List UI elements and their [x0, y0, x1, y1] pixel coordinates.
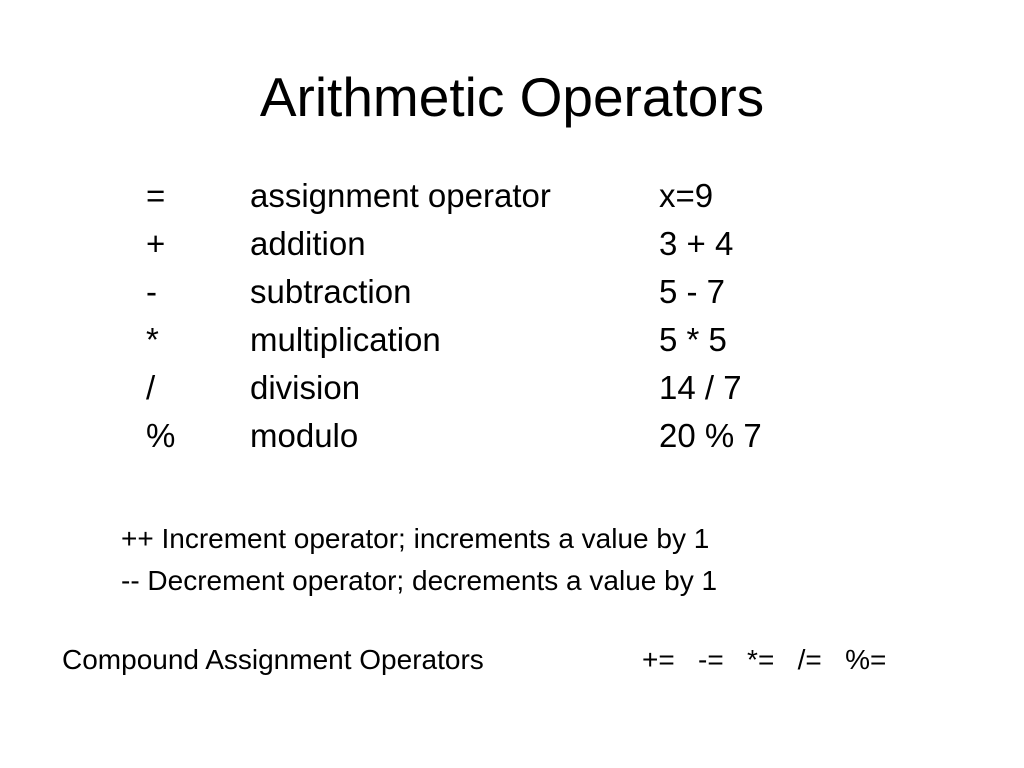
increment-decrement-notes [121, 518, 717, 602]
operator-name: modulo [250, 417, 359, 454]
operator-symbol: + [146, 225, 166, 262]
compound-assignment-operators: += -= *= /= %= [642, 644, 887, 675]
operator-symbol: % [146, 417, 176, 454]
operator-symbol: / [146, 369, 156, 406]
operator-symbol: - [146, 273, 157, 310]
operator-example: 5 - 7 [659, 273, 726, 310]
operator-name: subtraction [250, 273, 412, 310]
operator-symbol: = [146, 177, 166, 214]
operator-name: multiplication [250, 321, 441, 358]
compound-assignment-line [62, 639, 887, 681]
decrement-note: -- Decrement operator; decrements a value by 1 [121, 565, 718, 596]
operator-name: addition [250, 225, 366, 262]
operator-example: 14 / 7 [659, 369, 742, 406]
operator-example: 3 + 4 [659, 225, 734, 262]
compound-assignment-label: Compound Assignment Operators [62, 644, 484, 675]
slide-title: Arithmetic Operators [259, 66, 765, 128]
operator-example: 5 * 5 [659, 321, 727, 358]
operator-name: assignment operator [250, 177, 551, 214]
operator-name: division [250, 369, 361, 406]
operator-example: x=9 [659, 177, 714, 214]
increment-note: ++ Increment operator; increments a value by 1 [121, 523, 710, 554]
operator-symbol: * [146, 321, 159, 358]
operator-example: 20 % 7 [659, 417, 762, 454]
